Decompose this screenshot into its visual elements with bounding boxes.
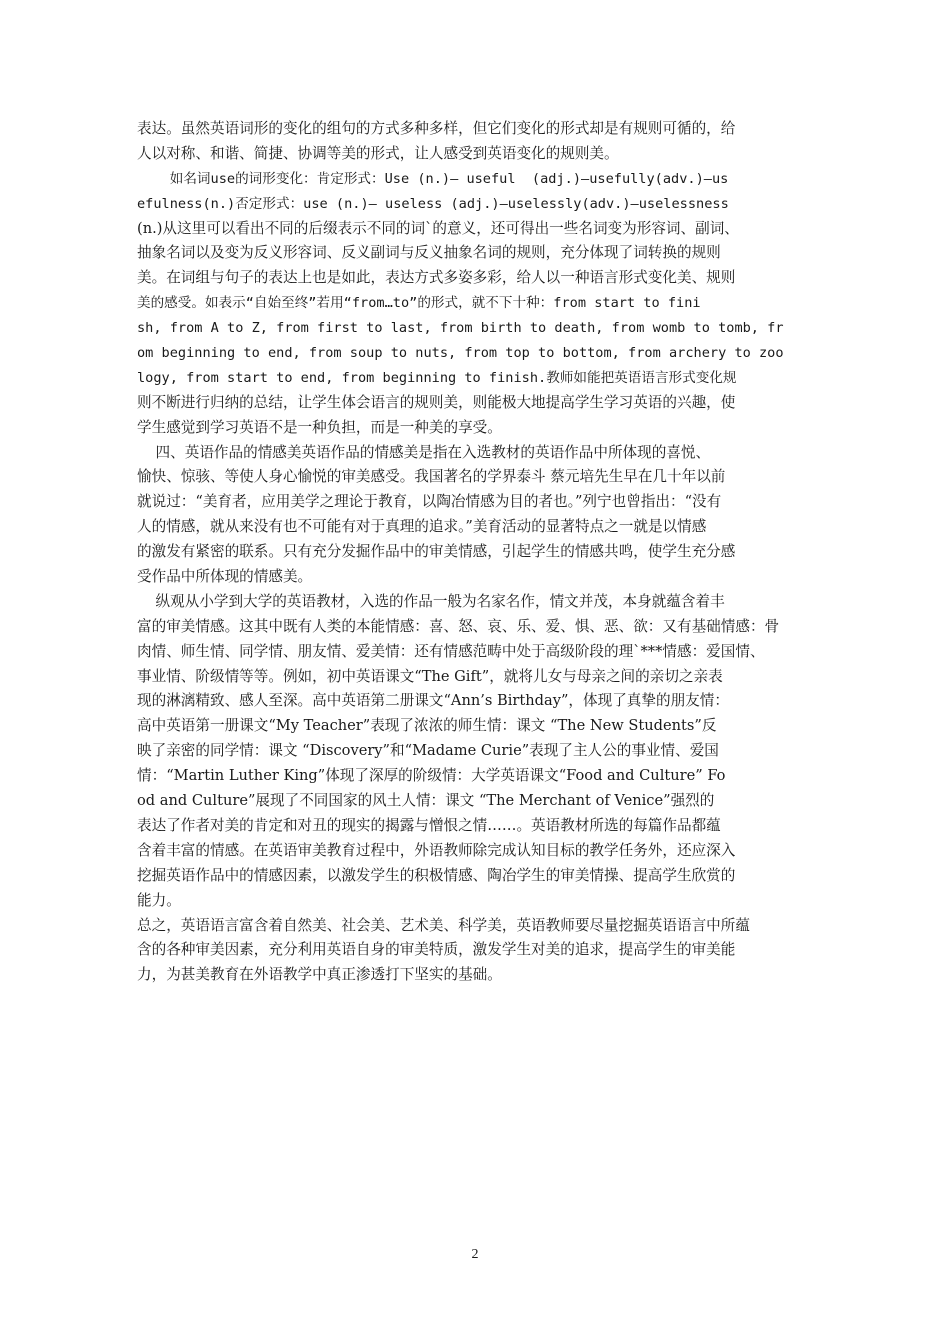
text-line: 高中英语第一册课文“My Teacher”表现了浓浓的师生情：课文 “The New Students”反 <box>137 717 717 735</box>
text-line: 的激发有紧密的联系。只有充分发掘作品中的审美情感，引起学生的情感共鸣，使学生充分感 <box>137 543 736 561</box>
text-line: 学生感觉到学习英语不是一种负担，而是一种美的享受。 <box>137 418 502 436</box>
text-line: 四、英语作品的情感美英语作品的情感美是指在入选教材的英语作品中所体现的喜悦、 <box>137 443 711 461</box>
text-line: 美。在词组与句子的表达上也是如此，表达方式多姿多彩，给人以一种语言形式变化美、规则 <box>137 269 736 287</box>
text-line: 情：“Martin Luther King”体现了深厚的阶级情：大学英语课文“Food and Culture” Fo <box>137 767 726 785</box>
text-line: 人以对称、和谐、简捷、协调等美的形式，让人感受到英语变化的规则美。 <box>137 144 619 162</box>
text-line: om beginning to end, from soup to nuts, from top to bottom, from archery to zoo <box>137 345 784 362</box>
text-line: logy, from start to end, from beginning to finish.教师如能把英语语言形式变化规 <box>137 369 737 386</box>
text-line: 力，为甚美教育在外语教学中真正渗透打下坚实的基础。 <box>137 966 502 984</box>
text-line: 受作品中所体现的情感美。 <box>137 568 313 586</box>
text-line: 肉情、师生情、同学情、朋友情、爱美情：还有情感范畴中处于高级阶段的理`***情感：爱国情、 <box>137 642 765 660</box>
text-line: 如名词use的词形变化：肯定形式：Use (n.)— useful (adj.)—usefully(adv.)—us <box>137 170 729 187</box>
text-line: 含的各种审美因素，充分利用英语自身的审美特质，激发学生对美的追求，提高学生的审美能 <box>137 941 736 959</box>
text-line: 美的感受。如表示“自始至终”若用“from…to”的形式，就不下十种：from start to fini <box>137 295 701 312</box>
text-line: sh, from A to Z, from first to last, from birth to death, from womb to tomb, fr <box>137 320 784 337</box>
text-line: 就说过：“美育者，应用美学之理论于教育，以陶冶情感为目的者也。”列宁也曾指出：“没有 <box>137 493 722 511</box>
text-line: 事业情、阶级情等等。例如，初中英语课文“The Gift”，就将儿女与母亲之间的亲切之亲表 <box>137 667 723 685</box>
page-number: 2 <box>471 1247 479 1262</box>
text-line: 能力。 <box>137 891 181 909</box>
document-body <box>137 117 817 988</box>
text-line: 抽象名词以及变为反义形容词、反义副词与反义抽象名词的规则，充分体现了词转换的规则 <box>137 244 721 262</box>
text-line: (n.)从这里可以看出不同的后缀表示不同的词`的意义，还可得出一些名词变为形容词、副词、 <box>137 219 739 237</box>
text-line: 挖掘英语作品中的情感因素，以激发学生的积极情感、陶冶学生的审美情操、提高学生欣赏的 <box>137 866 736 884</box>
text-line: 含着丰富的情感。在英语审美教育过程中，外语教师除完成认知目标的教学任务外，还应深入 <box>137 841 736 859</box>
text-line: 现的淋漓精致、感人至深。高中英语第二册课文“Ann’s Birthday”，体现了真挚的朋友情： <box>137 692 729 710</box>
text-line: 人的情感，就从来没有也不可能有对于真理的追求。”美育活动的显著特点之一就是以情感 <box>137 518 707 536</box>
text-line: 愉快、惊骇、等使人身心愉悦的审美感受。我国著名的学界泰斗 蔡元培先生早在几十年以前 <box>137 468 726 486</box>
text-line: 总之，英语语言富含着自然美、社会美、艺术美、科学美，英语教师要尽量挖掘英语语言中所蕴 <box>137 916 750 934</box>
text-line: 表达。虽然英语词形的变化的组句的方式多种多样，但它们变化的形式却是有规则可循的，给 <box>137 120 736 137</box>
text-line: 映了亲密的同学情：课文 “Discovery”和“Madame Curie”表现了主人公的事业情、爱国 <box>137 742 719 760</box>
text-line: 纵观从小学到大学的英语教材，入选的作品一般为名家名作，情文并茂，本身就蕴含着丰 <box>137 592 725 610</box>
text-line: 表达了作者对美的肯定和对丑的现实的揭露与憎恨之情……。英语教材所选的每篇作品都蕴 <box>137 816 721 834</box>
text-line: od and Culture”展现了不同国家的风土人情：课文 “The Merchant of Venice”强烈的 <box>137 792 715 810</box>
text-line: 富的审美情感。这其中既有人类的本能情感：喜、怒、哀、乐、爱、惧、恶、欲：又有基础情感：骨 <box>137 617 780 635</box>
text-line: efulness(n.)否定形式：use (n.)— useless (adj.)—uselessly(adv.)—uselessness <box>137 195 729 212</box>
text-line: 则不断进行归纳的总结，让学生体会语言的规则美，则能极大地提高学生学习英语的兴趣，使 <box>137 393 736 411</box>
